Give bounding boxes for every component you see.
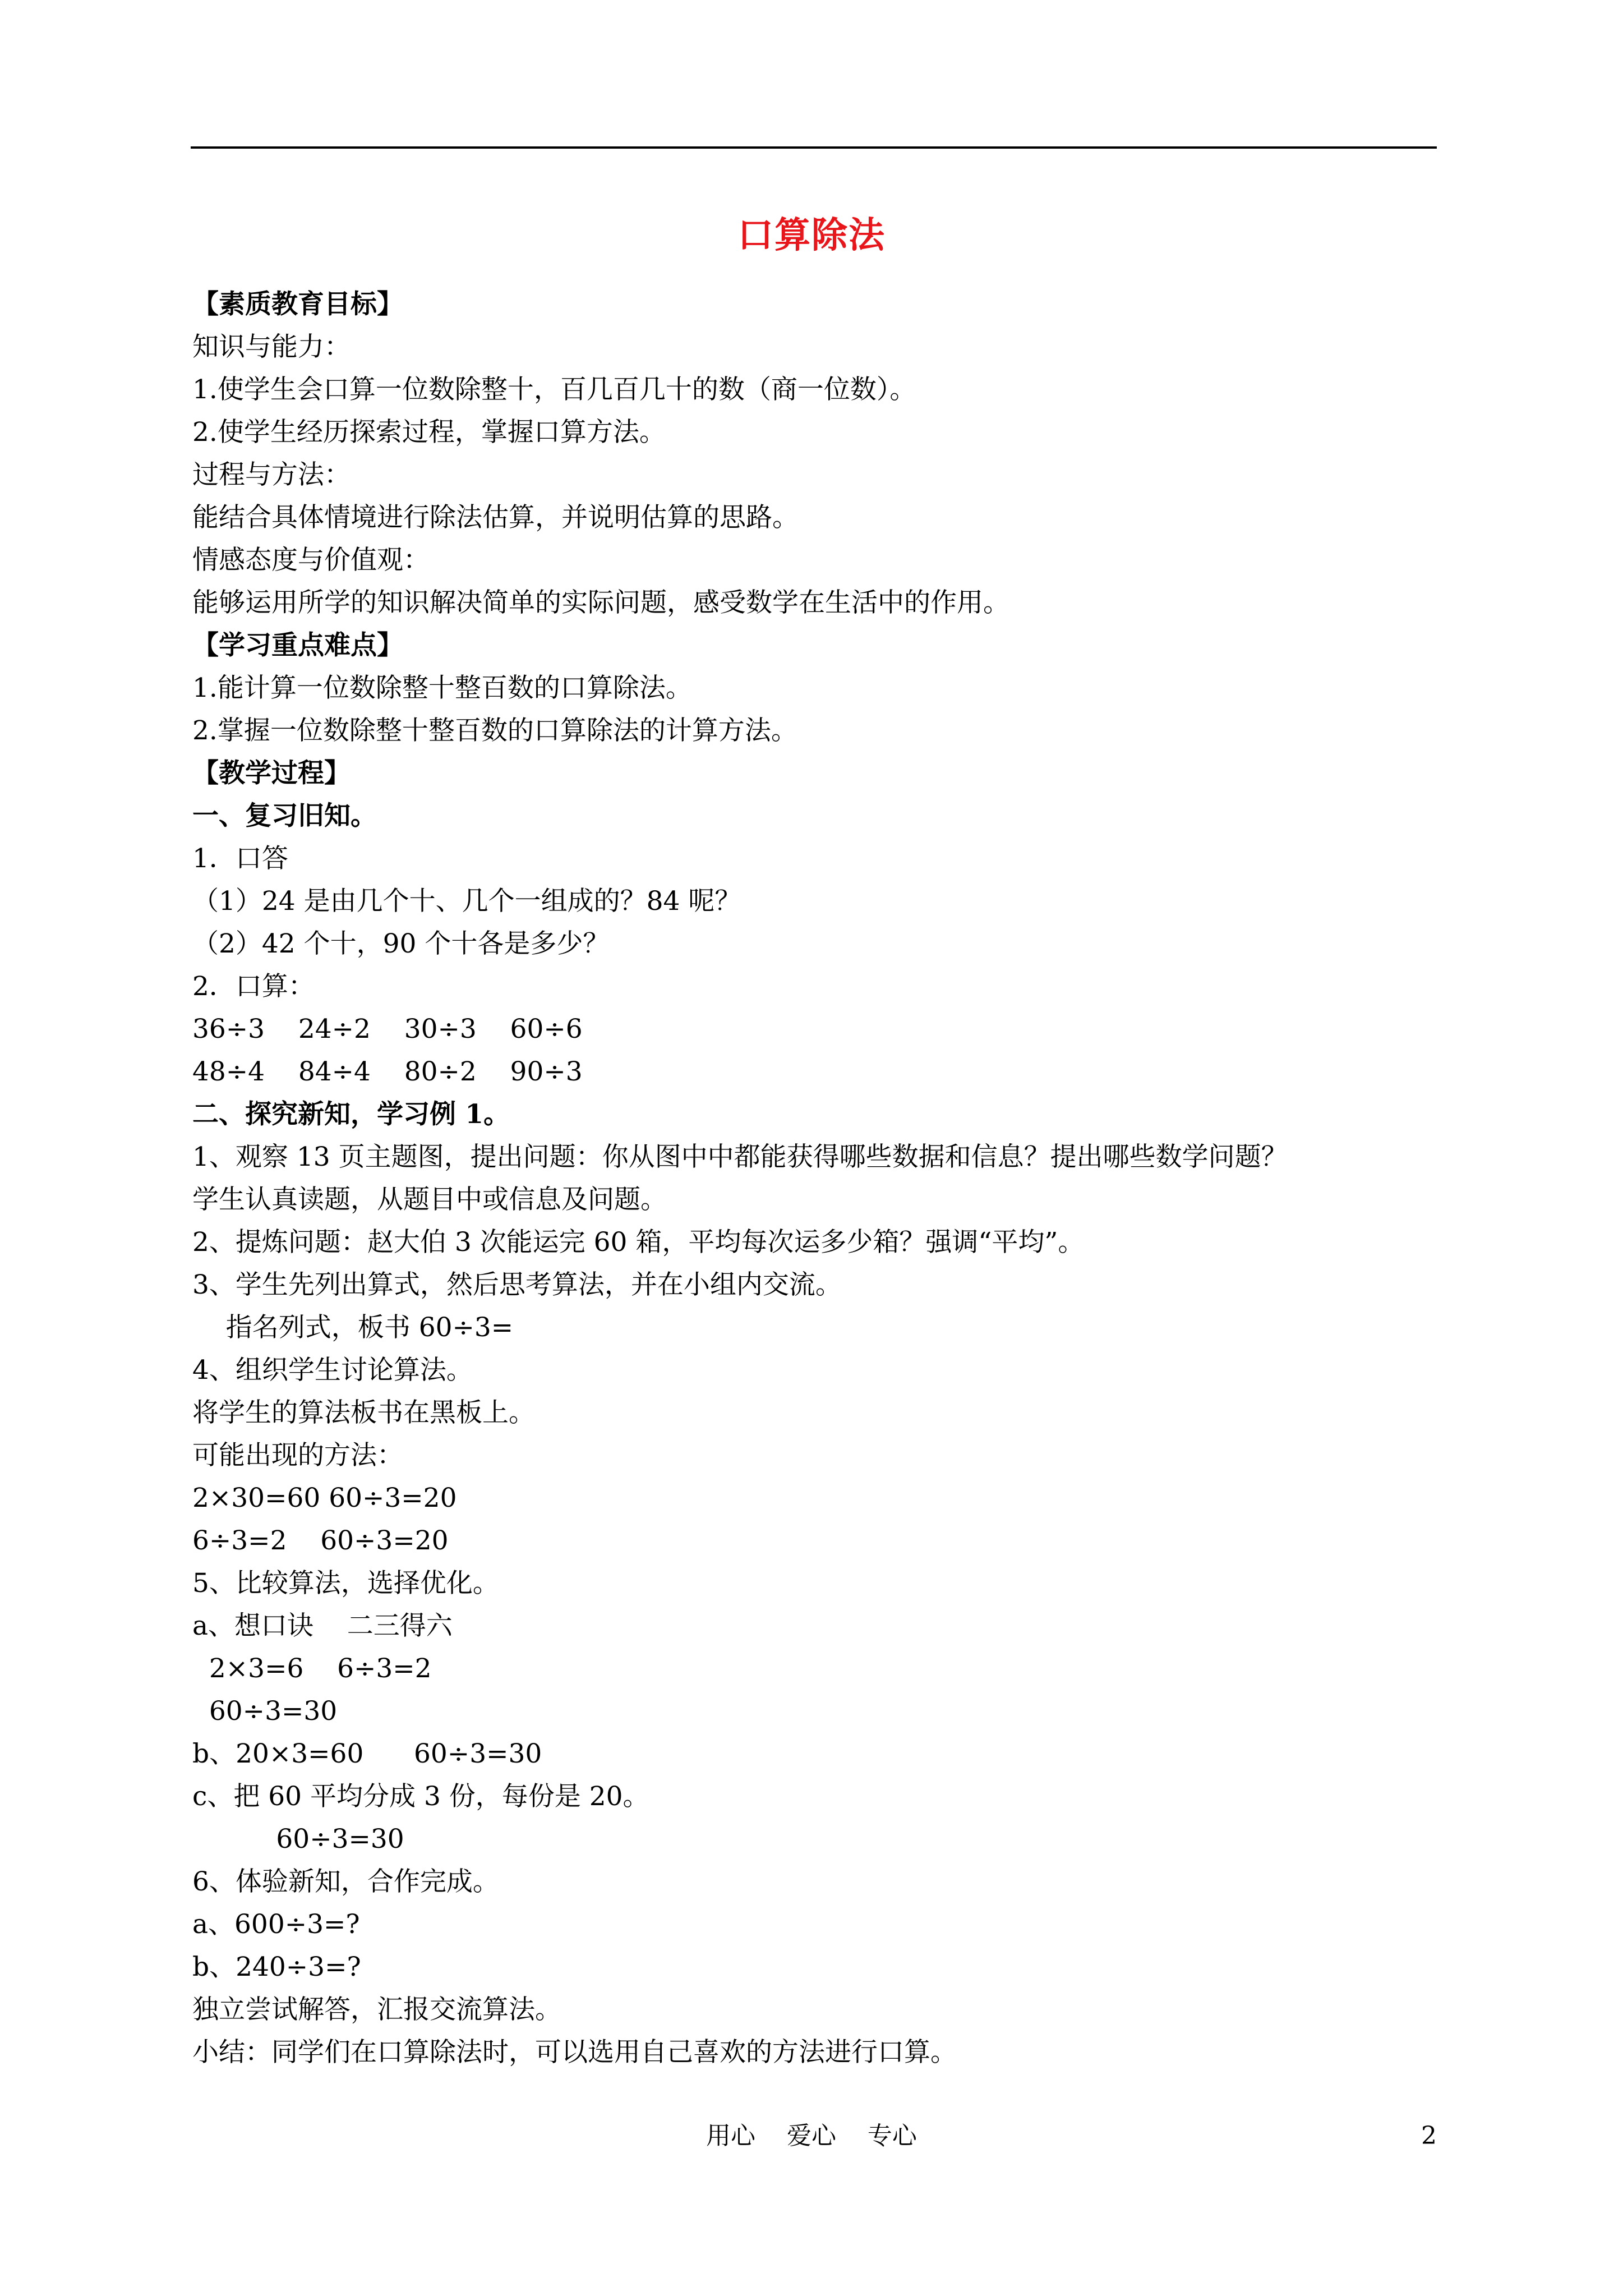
text-line: 5、比较算法，选择优化。 xyxy=(192,1568,499,1599)
text-line: c、把 60 平均分成 3 份，每份是 20。 xyxy=(192,1781,649,1812)
footer-motto: 用心 爱心 专心 xyxy=(706,2122,917,2150)
text-line: （1）24 是由几个十、几个一组成的？84 呢？ xyxy=(192,886,741,917)
subsection-heading: 一、复习旧知。 xyxy=(192,800,377,831)
text-line: 60÷3=30 xyxy=(192,1824,404,1855)
subsection-heading: 二、探究新知，学习例 1。 xyxy=(192,1099,510,1130)
text-line: 2.掌握一位数除整十整百数的口算除法的计算方法。 xyxy=(192,715,797,746)
text-line: 2、提炼问题：赵大伯 3 次能运完 60 箱，平均每次运多少箱？强调“平均”。 xyxy=(192,1227,1085,1258)
text-line: a、想口诀 二三得六 xyxy=(192,1611,453,1641)
section-heading: 【教学过程】 xyxy=(192,758,351,789)
section-heading: 【学习重点难点】 xyxy=(192,630,403,661)
text-line: 学生认真读题，从题目中或信息及问题。 xyxy=(192,1184,667,1215)
text-line: 1.使学生会口算一位数除整十，百几百几十的数（商一位数）。 xyxy=(192,374,916,405)
page-number: 2 xyxy=(1421,2122,1437,2150)
text-line: 60÷3=30 xyxy=(192,1696,338,1727)
header-rule xyxy=(191,146,1437,149)
text-line: 小结：同学们在口算除法时，可以选用自己喜欢的方法进行口算。 xyxy=(192,2037,957,2068)
text-line: 2．口算： xyxy=(192,971,315,1002)
text-line: 指名列式，板书 60÷3= xyxy=(192,1312,514,1343)
section-heading: 【素质教育目标】 xyxy=(192,289,403,320)
text-line: 能够运用所学的知识解决简单的实际问题，感受数学在生活中的作用。 xyxy=(192,587,1009,618)
text-line: 能结合具体情境进行除法估算，并说明估算的思路。 xyxy=(192,502,799,533)
document-body xyxy=(192,283,1437,2074)
text-line: 1．口答 xyxy=(192,843,288,874)
text-line: 2×3=6 6÷3=2 xyxy=(192,1653,432,1684)
text-line: b、20×3=60 60÷3=30 xyxy=(192,1738,542,1769)
text-line: b、240÷3=? xyxy=(192,1952,361,1982)
text-line: 48÷4 84÷4 80÷2 90÷3 xyxy=(192,1056,583,1087)
document-title: 口算除法 xyxy=(737,214,886,256)
text-line: 1.能计算一位数除整十整百数的口算除法。 xyxy=(192,673,692,703)
text-line: 6、体验新知，合作完成。 xyxy=(192,1866,499,1897)
text-line: 独立尝试解答，汇报交流算法。 xyxy=(192,1994,561,2025)
text-line: 36÷3 24÷2 30÷3 60÷6 xyxy=(192,1014,583,1045)
text-line: 知识与能力： xyxy=(192,332,351,362)
text-line: 3、学生先列出算式，然后思考算法，并在小组内交流。 xyxy=(192,1269,842,1300)
text-line: 4、组织学生讨论算法。 xyxy=(192,1355,473,1386)
text-line: 可能出现的方法： xyxy=(192,1440,403,1471)
text-line: 1、观察 13 页主题图，提出问题：你从图中中都能获得哪些数据和信息？提出哪些数学问题？ xyxy=(192,1142,1288,1172)
text-line: 2×30=60 60÷3=20 xyxy=(192,1483,457,1513)
text-line: a、600÷3=? xyxy=(192,1909,360,1940)
text-line: 2.使学生经历探索过程，掌握口算方法。 xyxy=(192,417,666,448)
text-line: 6÷3=2 60÷3=20 xyxy=(192,1525,449,1556)
text-line: 过程与方法： xyxy=(192,459,351,490)
text-line: 情感态度与价值观： xyxy=(192,545,430,576)
text-line: （2）42 个十，90 个十各是多少？ xyxy=(192,928,610,959)
text-line: 将学生的算法板书在黑板上。 xyxy=(192,1397,535,1428)
